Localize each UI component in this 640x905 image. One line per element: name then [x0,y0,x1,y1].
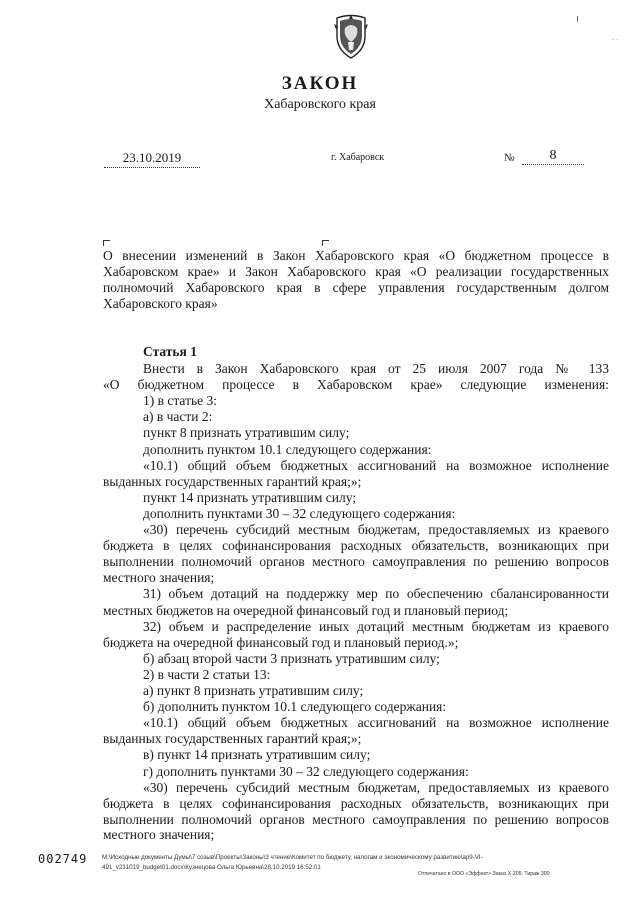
footer-file-path [102,853,607,873]
text-line: г) дополнить пунктами 30 – 32 следующего содержания: [143,763,469,779]
text-line: бюджета в целях софинансирования расходных обязательств, возникающих при [103,795,609,811]
document-date: 23.10.2019 [104,150,200,168]
document-subtitle: Хабаровского края [264,97,376,112]
text-line: местного значения; [103,570,215,586]
text-line: «30) перечень субсидий местным бюджетам, предоставляемых из краевого [143,779,609,795]
text-line: 1) в статье 3: [143,393,217,409]
footer-path-line: M:\Исходные документы Думы\7 созыв\Проекты\Законы\3 чтение\Комитет по бюджету, налогам и экономическому развитию\ap9-VI- [102,854,483,861]
text-line: местных бюджетов на очередной финансовый год и плановый период; [103,602,509,618]
text-line: местного значения; [103,826,215,842]
text-line: «10.1) общий объем бюджетных ассигнований на возможное исполнение [143,457,609,473]
footer-doc-number: 002749 [38,852,88,866]
text-line: в) пункт 14 признать утратившим силу; [143,747,371,763]
document-number-label: № [504,152,515,164]
scan-speck: · · [612,36,619,44]
text-line: б) абзац второй части 3 признать утратившим силу; [143,650,440,666]
text-line: дополнить пунктами 30 – 32 следующего содержания: [143,505,456,521]
coat-of-arms-emblem [331,12,371,60]
text-line: выданных государственных гарантий края;»; [103,731,362,747]
text-line: а) в части 2: [143,409,213,425]
text-line: 2) в части 2 статьи 13: [143,666,271,682]
text-line: выданных государственных гарантий края;»; [103,473,362,489]
footer-path-line: 491_v231019_budget01.docx\Кузнецова Ольга Юрьевна\28.10.2019 16:52:01 [102,864,321,871]
document-heading: О внесении изменений в Закон Хабаровского края «О бюджетном процессе в Хабаровском крае» и Закон Хабаровского края «О реализации государственных полномочий Хабаровского края в сфере управления государственным долгом Хабаровского края» [103,248,609,311]
text-line: выполнении полномочий органов местного самоуправления по решению вопросов [103,811,609,827]
text-line: бюджета на очередной финансовый год и плановый период.»; [103,634,459,650]
document-number: 8 [522,148,584,165]
text-line: пункт 8 признать утратившим силу; [143,425,350,441]
text-line: б) дополнить пунктом 10.1 следующего содержания: [143,699,447,715]
text-line: Внести в Закон Хабаровского края от 25 июля 2007 года № 133 [143,361,609,376]
text-line: 32) объем и распределение иных дотаций местным бюджетам из краевого [143,618,609,634]
text-line: «10.1) общий объем бюджетных ассигнований на возможное исполнение [143,715,609,731]
text-line: «О бюджетном процессе в Хабаровском крае» следующие изменения: [103,377,609,393]
scan-speck [577,16,578,22]
text-line: а) пункт 8 признать утратившим силу; [143,683,364,698]
text-line: 31) объем дотаций на поддержку мер по обеспечению сбалансированности [143,586,609,602]
corner-mark-left [103,240,110,246]
footer-print-note: Отпечатано в ООО «Эффект» Заказ Х-209. Тираж 300 [418,871,550,877]
article-title: Статья 1 [143,344,197,359]
text-line: «30) перечень субсидий местным бюджетам, предоставляемых из краевого [143,522,609,537]
text-line: пункт 14 признать утратившим силу; [143,489,357,505]
text-line: выполнении полномочий органов местного самоуправления по решению вопросов [103,554,609,570]
document-city: г. Хабаровск [331,152,385,163]
document-title: ЗАКОН [281,73,359,94]
text-line: дополнить пунктом 10.1 следующего содержания: [143,441,432,457]
text-line: бюджета в целях софинансирования расходных обязательств, возникающих при [103,538,609,554]
corner-mark-right [322,240,329,246]
